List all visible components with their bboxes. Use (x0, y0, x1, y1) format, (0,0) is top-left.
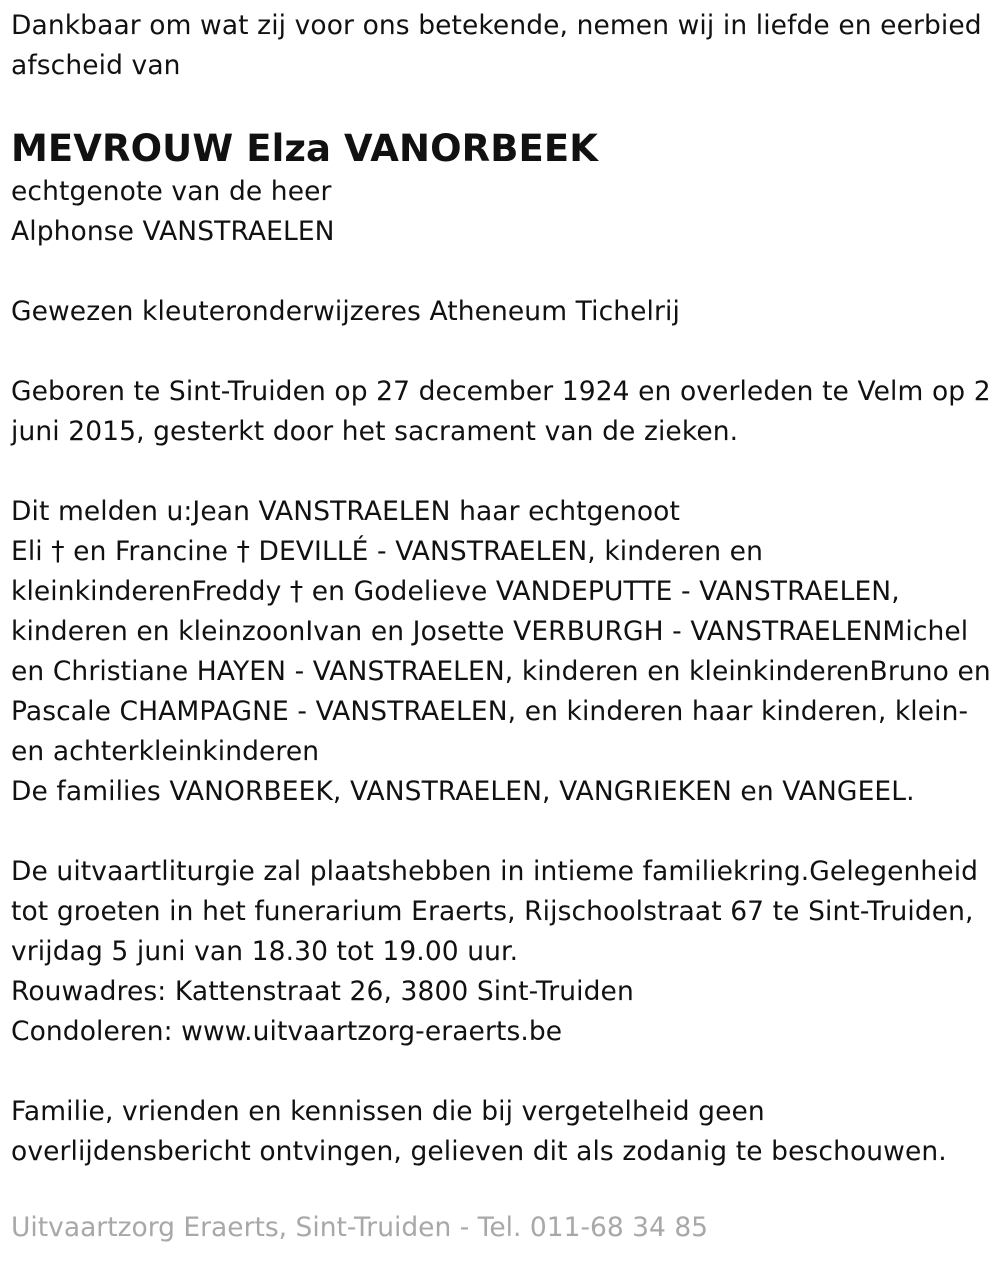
occupation-text: Gewezen kleuteronderwijzeres Atheneum Tichelrij (11, 296, 680, 327)
announcers-families: De families VANORBEEK, VANSTRAELEN, VANGRIEKEN en VANGEEL. (11, 776, 915, 807)
deceased-name: MEVROUW Elza VANORBEEK (11, 127, 599, 170)
announcers-line-1: Dit melden u:Jean VANSTRAELEN haar echtgenoot (11, 496, 680, 527)
address-text: Rouwadres: Kattenstraat 26, 3800 Sint-Truiden (11, 976, 634, 1007)
ceremony-text: De uitvaartliturgie zal plaatshebben in intieme familiekring.Gelegenheid tot groeten in het funerarium Eraerts, Rijschoolstraat 67 te Sint-Truiden, vrijdag 5 juni van 18.30 tot 19.00 uur. (11, 856, 979, 967)
spouse-line-1: echtgenote van de heer (11, 176, 332, 207)
spacer (11, 1052, 991, 1092)
spacer (11, 812, 991, 852)
condolence-text: Condoleren: www.uitvaartzorg-eraerts.be (11, 1016, 563, 1047)
notice-text: Familie, vrienden en kennissen die bij vergetelheid geen overlijdensbericht ontvingen, gelieven dit als zodanig te beschouwen. (11, 1096, 947, 1167)
announcers-family-list: Eli † en Francine † DEVILLÉ - VANSTRAELEN, kinderen en kleinkinderenFreddy † en Godelieve VANDEPUTTE - VANSTRAELEN, kinderen en kleinzoonIvan en Josette VERBURGH - VANSTRAELENMichel en Christiane HAYEN - VANSTRAELEN, kinderen en kleinkinderenBruno en Pascale CHAMPAGNE - VANSTRAELEN, en kinderen haar kinderen, klein- en achterkleinkinderen (11, 536, 991, 767)
spacer (11, 452, 991, 492)
birth-death-text: Geboren te Sint-Truiden op 27 december 1924 en overleden te Velm op 2 juni 2015, gesterkt door het sacrament van de zieken. (11, 376, 991, 447)
spacer (11, 86, 991, 126)
obituary-document (11, 6, 991, 1172)
footer-credit: Uitvaartzorg Eraerts, Sint-Truiden - Tel. 011-68 34 85 (11, 1212, 709, 1243)
spacer (11, 252, 991, 292)
spacer (11, 332, 991, 372)
spouse-line-2: Alphonse VANSTRAELEN (11, 216, 335, 247)
intro-text: Dankbaar om wat zij voor ons betekende, nemen wij in liefde en eerbied afscheid van (11, 10, 982, 81)
